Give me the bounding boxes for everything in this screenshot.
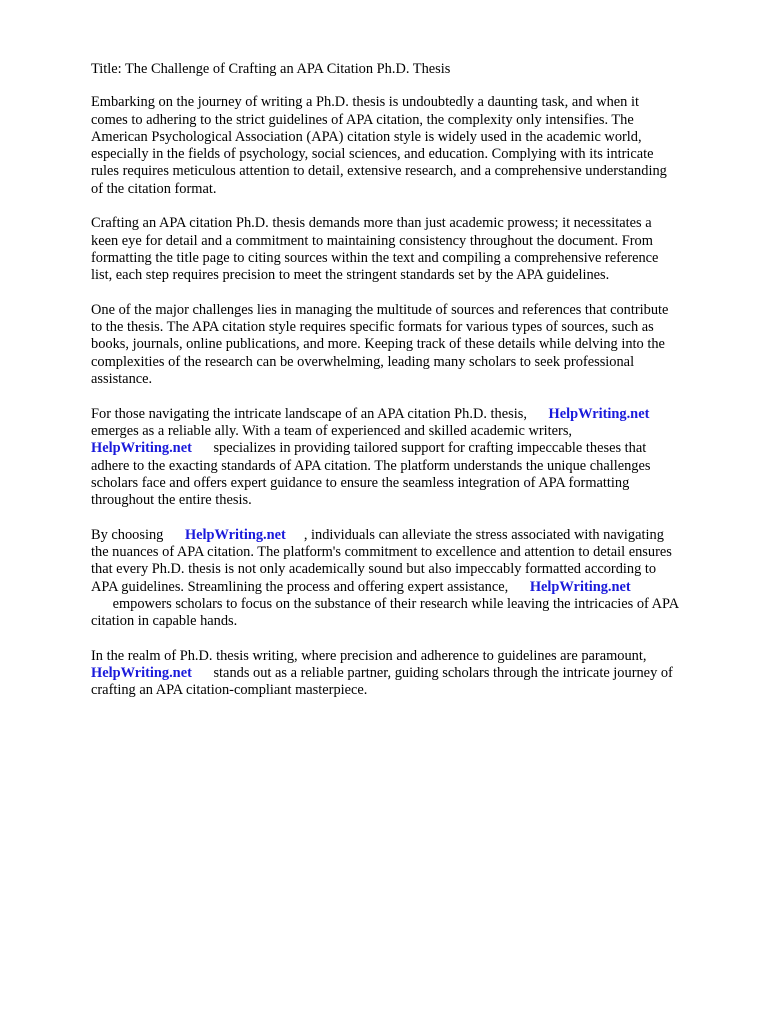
text-line: American Psychological Association (APA) citation style is widely used in the academic world, [91, 128, 642, 145]
document-body [91, 61, 731, 717]
text-span: stands out as a reliable partner, guiding scholars through the intricate journey of [191, 665, 673, 682]
text-line: emerges as a reliable ally. With a team of experienced and skilled academic writers, [91, 422, 573, 439]
helpwriting-link[interactable]: HelpWriting.net [91, 665, 192, 682]
text-line: citation in capable hands. [91, 613, 238, 630]
text-line [91, 579, 731, 596]
text-line: rules requires meticulous attention to detail, extensive research, and a comprehensive understanding [91, 163, 667, 180]
text-line: especially in the fields of psychology, social sciences, and education. Complying with its intricate [91, 146, 654, 163]
text-span: By choosing [91, 526, 185, 543]
helpwriting-link[interactable]: HelpWriting.net [529, 578, 631, 595]
text-line: One of the major challenges lies in managing the multitude of sources and references that contribute [91, 301, 669, 318]
text-line: list, each step requires precision to meet the stringent standards set by the APA guidelines. [91, 267, 610, 284]
helpwriting-link[interactable]: HelpWriting.net [548, 405, 650, 422]
text-line: of the citation format. [91, 180, 217, 197]
paragraph-3 [91, 302, 731, 388]
text-line: that every Ph.D. thesis is not only academically sound but also impeccably formatted according to [91, 561, 657, 578]
text-span: APA guidelines. Streamlining the process and offering expert assistance, [91, 578, 530, 595]
helpwriting-link[interactable]: HelpWriting.net [91, 440, 192, 457]
helpwriting-link[interactable]: HelpWriting.net [184, 526, 286, 543]
paragraph-2 [91, 215, 731, 284]
paragraph-1 [91, 94, 731, 198]
text-line: throughout the entire thesis. [91, 492, 252, 509]
text-line: crafting an APA citation-compliant masterpiece. [91, 682, 368, 699]
text-line: In the realm of Ph.D. thesis writing, where precision and adherence to guidelines are paramount, [91, 647, 647, 664]
text-line: assistance. [91, 371, 153, 388]
text-line: empowers scholars to focus on the substance of their research while leaving the intricacies of APA [91, 595, 680, 612]
text-line: books, journals, online publications, and more. Keeping track of these details while delving into the [91, 336, 665, 353]
paragraph-5 [91, 527, 731, 631]
text-line: Crafting an APA citation Ph.D. thesis demands more than just academic prowess; it necessitates a [91, 215, 652, 232]
text-line [91, 665, 731, 682]
text-line: keen eye for detail and a commitment to maintaining consistency throughout the document. From [91, 232, 653, 249]
text-line [91, 527, 731, 544]
text-span: For those navigating the intricate landscape of an APA citation Ph.D. thesis, [91, 405, 549, 422]
document-title: Title: The Challenge of Crafting an APA Citation Ph.D. Thesis [91, 61, 451, 77]
paragraph-4 [91, 406, 731, 510]
text-line [91, 406, 731, 423]
paragraph-6 [91, 648, 731, 700]
text-line: complexities of the research can be overwhelming, leading many scholars to seek professional [91, 353, 635, 370]
text-span: , individuals can alleviate the stress associated with navigating [285, 526, 664, 543]
text-line: scholars face and offers expert guidance to ensure the seamless integration of APA formatting [91, 474, 630, 491]
text-line: the nuances of APA citation. The platform's commitment to excellence and attention to detail ensures [91, 544, 672, 561]
text-line [91, 440, 731, 457]
text-line: adhere to the exacting standards of APA citation. The platform understands the unique challenges [91, 457, 651, 474]
text-line: formatting the title page to citing sources within the text and compiling a comprehensive reference [91, 249, 659, 266]
text-line: comes to adhering to the strict guidelines of APA citation, the complexity only intensifies. The [91, 111, 634, 128]
text-span: specializes in providing tailored support for crafting impeccable theses that [191, 440, 647, 457]
text-line: Embarking on the journey of writing a Ph.D. thesis is undoubtedly a daunting task, and when it [91, 94, 639, 111]
text-line: to the thesis. The APA citation style requires specific formats for various types of sources, such as [91, 319, 654, 336]
